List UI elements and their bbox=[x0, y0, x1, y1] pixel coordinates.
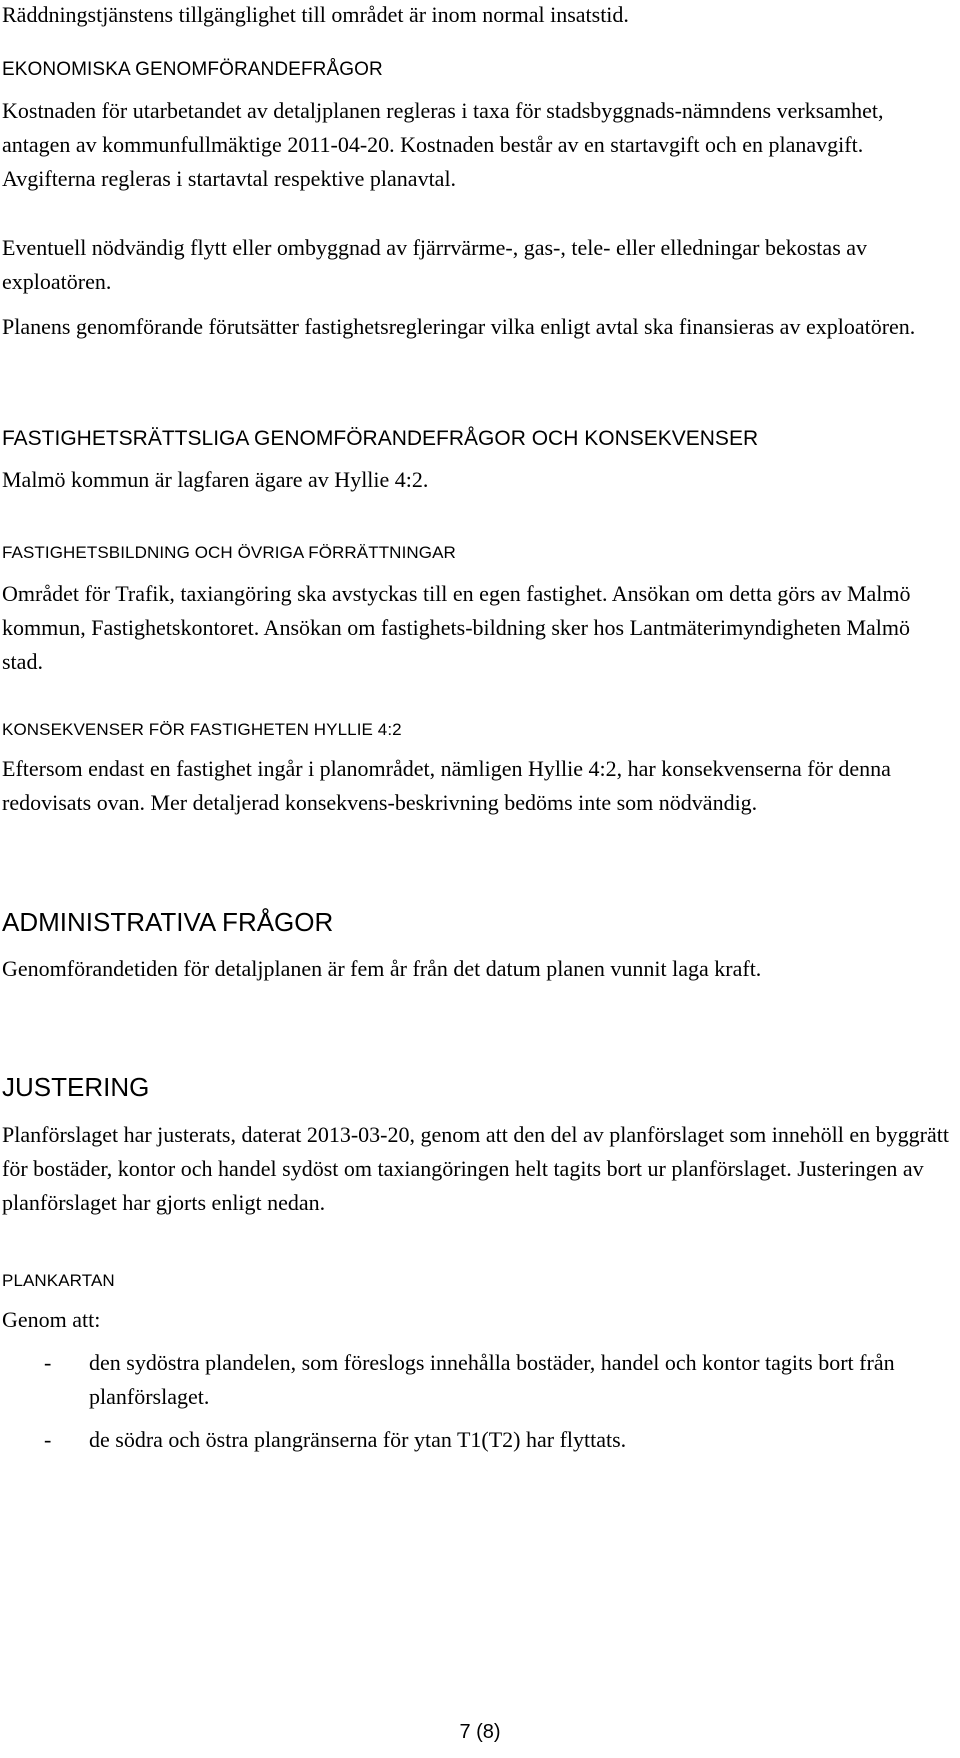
heading-administrativa: ADMINISTRATIVA FRÅGOR bbox=[2, 907, 334, 937]
heading-ekonomiska: EKONOMISKA GENOMFÖRANDEFRÅGOR bbox=[2, 59, 383, 80]
paragraph-genomforandetiden: Genomförandetiden för detaljplanen är fem år från det datum planen vunnit laga kraft. bbox=[2, 956, 762, 981]
list-dash: - bbox=[44, 1350, 52, 1375]
paragraph-eventuell: Eventuell nödvändig flytt eller ombyggnad av fjärrvärme-, gas-, tele- eller elledningar bekostas av exploatören. bbox=[2, 235, 868, 294]
paragraph-kostnaden: Kostnaden för utarbetandet av detaljplanen regleras i taxa för stadsbyggnads-nämndens verksamhet, antagen av kommunfullmäktige 2011-04-20. Kostnaden består av en startavgift och en planavgift. Avgifterna regleras i startavtal respektive planavtal. bbox=[2, 98, 884, 191]
paragraph-eftersom: Eftersom endast en fastighet ingår i planområdet, nämligen Hyllie 4:2, har konsekvenserna för denna redovisats ovan. Mer detaljerad konsekvens-beskrivning bedöms inte som nödvändig. bbox=[2, 756, 891, 815]
heading-plankartan: PLANKARTAN bbox=[2, 1271, 115, 1290]
page-number: 7 (8) bbox=[459, 1721, 501, 1743]
heading-justering: JUSTERING bbox=[2, 1072, 150, 1102]
list-item-text: den sydöstra plandelen, som föreslogs innehålla bostäder, handel och kontor tagits bort från planförslaget. bbox=[89, 1350, 895, 1409]
heading-fastighetsbildning: FASTIGHETSBILDNING OCH ÖVRIGA FÖRRÄTTNINGAR bbox=[2, 543, 456, 562]
list-item-text: de södra och östra plangränserna för ytan T1(T2) har flyttats. bbox=[89, 1427, 627, 1452]
paragraph-omradet: Området för Trafik, taxiangöring ska avstyckas till en egen fastighet. Ansökan om detta görs av Malmö kommun, Fastighetskontoret. Ansökan om fastighets-bildning sker hos Lantmäterimyndigheten Malmö stad. bbox=[2, 581, 911, 674]
paragraph-genom-att: Genom att: bbox=[2, 1307, 101, 1332]
heading-fastighetsrattsliga: FASTIGHETSRÄTTSLIGA GENOMFÖRANDEFRÅGOR OCH KONSEKVENSER bbox=[2, 427, 759, 450]
paragraph-raddningstjanst: Räddningstjänstens tillgänglighet till området är inom normal insatstid. bbox=[2, 2, 629, 27]
list-dash: - bbox=[44, 1427, 52, 1452]
paragraph-planens: Planens genomförande förutsätter fastighetsregleringar vilka enligt avtal ska finansieras av exploatören. bbox=[2, 314, 916, 339]
paragraph-malmo-kommun: Malmö kommun är lagfaren ägare av Hyllie 4:2. bbox=[2, 467, 429, 492]
heading-konsekvenser: KONSEKVENSER FÖR FASTIGHETEN HYLLIE 4:2 bbox=[2, 720, 402, 739]
paragraph-planforslaget: Planförslaget har justerats, daterat 2013-03-20, genom att den del av planförslaget som innehöll en byggrätt för bostäder, kontor och handel sydöst om taxiangöringen helt tagits bort ur planförslaget. Justeringen av planförslaget har gjorts enligt nedan. bbox=[2, 1122, 949, 1215]
